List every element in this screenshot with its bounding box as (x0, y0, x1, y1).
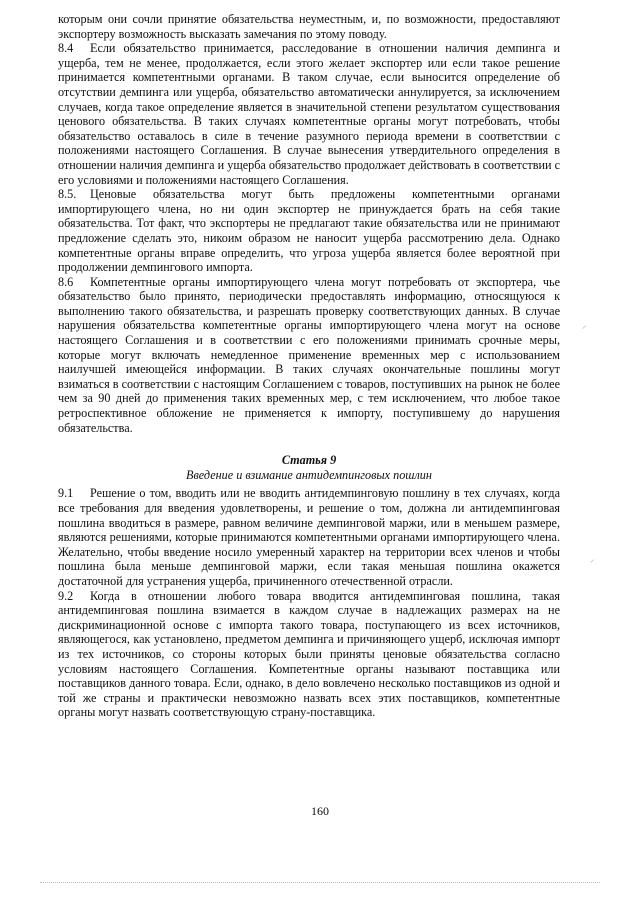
paragraph-9-2: 9.2 Когда в отношении любого товара вводится антидемпинговая пошлина, такая антидемпинговая пошлина взимается в каждом случае в надлежащих размерах на не дискриминационной основе с импорта такого товара, поступающего из всех источников, являющегося, как установлено, предметом демпинга и причиняющего ущерб, исключая импорт из тех источников, со стороны которых были приняты ценовые обязательства согласно условиям настоящего Соглашения. Компетентные органы называют поставщика или поставщиков данного товара. Если, однако, в дело вовлечено несколько поставщиков из одной и той же страны и практически невозможно назвать всех этих поставщиков, компетентные органы могут назвать соответствующую страну-поставщика. (58, 588, 560, 720)
paragraph-number: 8.6 (58, 274, 74, 289)
paragraph-8-6: 8.6 Компетентные органы импортирующего члена могут потребовать от экспортера, чье обязательство было принято, периодически предоставлять информацию, относящуюся к выполнению такого обязательства, и разрешать проверку соответствующих данных. В случае нарушения обязательства компетентные органы импортирующего члена могут на основе настоящего Соглашения и в соответствии с его положениями принимать срочные меры, которые могут включать немедленное применение временных мер с использованием наилучшей имеющейся информации. В таких случаях окончательные пошлины могут взиматься в соответствии с настоящим Соглашением с товаров, поступивших на рынок не более чем за 90 дней до применения таких временных мер, с тем исключением, что любое такое ретроспективное обложение не применяется к импорту, поступившему до нарушения обязательства. (58, 274, 560, 435)
page-number: 160 (311, 804, 329, 818)
scan-artifact: ⸝ (590, 554, 595, 564)
paragraph-8-4: 8.4 Если обязательство принимается, расследование в отношении наличия демпинга и ущерба, тем не менее, продолжается, если этого желает экспортер или если такое решение принимается компетентными органами. В таком случае, если выносится определение об отсутствии демпинга или ущерба, обязательство автоматически аннулируется, за исключением случаев, когда такое определение является в значительной степени результатом существования ценового обязательства. В таких случаях компетентные органы могут потребовать, чтобы обязательство оставалось в силе в течение разумного периода времени в соответствии с положениями настоящего Соглашения. В случае вынесения утвердительного определения в отношении наличия демпинга и ущерба обязательство продолжает действовать в соответствии с его условиями и положениями настоящего Соглашения. (58, 41, 560, 187)
paragraph-number: 9.2 (58, 588, 74, 603)
scan-artifact: ⸝ (582, 320, 587, 330)
paragraph-continuation: которым они сочли принятие обязательства неуместным, и, по возможности, предоставляют экспортеру возможность высказать замечания по этому поводу. (58, 12, 560, 41)
body-text (58, 12, 560, 720)
paragraph-number: 8.4 (58, 41, 74, 56)
article-heading: Статья 9 (281, 453, 337, 468)
paragraph-number: 9.1 (58, 486, 74, 501)
paragraph-number: 8.5. (58, 187, 77, 202)
scan-edge-line (40, 882, 600, 883)
paragraph-8-5: 8.5. Ценовые обязательства могут быть предложены компетентными органами импортирующего члена, но ни один экспортер не принуждается брать на себя такие обязательства. Тот факт, что экспортеры не предлагают такие обязательства или не принимают предложение сделать это, никоим образом не наносит ущерба рассмотрению дела. Однако компетентные органы вправе определить, что угроза ущерба является более вероятной при продолжении демпингового импорта. (58, 187, 560, 275)
article-subtitle: Введение и взимание антидемпинговых пошлин (186, 467, 432, 482)
paragraph-9-1: 9.1 Решение о том, вводить или не вводить антидемпинговую пошлину в тех случаях, когда все требования для введения удовлетворены, и решение о том, должна ли антидемпинговая пошлина вводиться в размере, равном величине демпинговой маржи, или в меньшем размере, являются решениями, которые принимаются компетентными органами импортирующего члена. Желательно, чтобы введение носило умеренный характер на территории всех членов и чтобы пошлина была меньше демпинговой маржи, если такая меньшая пошлина окажется достаточной для устранения ущерба, причиненного отечественной отрасли. (58, 486, 560, 588)
